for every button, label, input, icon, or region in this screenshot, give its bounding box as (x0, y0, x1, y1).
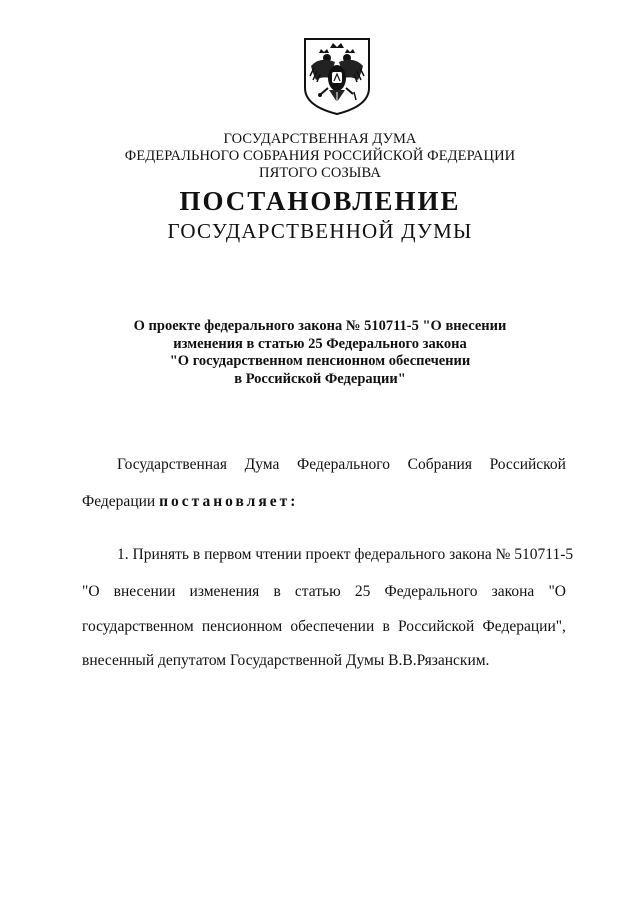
item1-word: "О (82, 583, 100, 600)
item1-word: Федерации", (482, 618, 566, 635)
item1-word: 25 (354, 583, 371, 600)
preamble-word: Российской (489, 456, 566, 473)
item1-word: внесении (113, 583, 176, 600)
org-line-3: ПЯТОГО СОЗЫВА (259, 165, 381, 181)
document-subject (0, 318, 640, 388)
item1-word: Федерального (384, 583, 478, 600)
item1-word: статью (294, 583, 341, 600)
preamble-word: Собрания (407, 456, 472, 473)
org-line-2: ФЕДЕРАЛЬНОГО СОБРАНИЯ РОССИЙСКОЙ ФЕДЕРАЦИИ (124, 148, 516, 164)
item1-word: государственном (82, 618, 194, 635)
document-subtitle: ГОСУДАРСТВЕННОЙ ДУМЫ (167, 219, 473, 243)
org-line-1: ГОСУДАРСТВЕННАЯ ДУМА (223, 131, 417, 147)
item1-word: изменения (189, 583, 260, 600)
resolution-verb: постановляет: (159, 493, 299, 510)
preamble-line-2 (82, 493, 566, 511)
preamble-word: Государственная (117, 456, 228, 473)
item1-word: закона (491, 583, 535, 600)
subject-line-3: "О государственном пенсионном обеспечении (169, 353, 471, 369)
subject-line-2: изменения в статью 25 Федерального закона (173, 335, 467, 352)
item1-word: Российской (397, 618, 475, 635)
preamble-word: Федерального (296, 456, 391, 473)
item1-line-4: внесенный депутатом Государственной Думы В.В.Рязанским. (82, 652, 490, 669)
preamble-word: Дума (244, 456, 280, 473)
item1-line-3 (82, 618, 566, 636)
item1-line-1: 1. Принять в первом чтении проект федерального закона № 510711-5 (117, 546, 574, 563)
item1-line-2 (82, 583, 566, 601)
preamble-text: Федерации (82, 493, 160, 510)
subject-line-1: О проекте федерального закона № 510711-5 "О внесении (133, 318, 507, 334)
item1-word: в (273, 583, 281, 600)
item1-word: "О (548, 583, 566, 600)
subject-line-4: в Российской Федерации" (234, 370, 406, 387)
item1-word: обеспечении (290, 618, 375, 635)
preamble-line-1 (117, 456, 566, 474)
document-title: ПОСТАНОВЛЕНИЕ (179, 186, 461, 216)
item1-word: в (382, 618, 390, 635)
item1-word: пенсионном (201, 618, 283, 635)
russian-coat-of-arms-icon (302, 36, 372, 116)
